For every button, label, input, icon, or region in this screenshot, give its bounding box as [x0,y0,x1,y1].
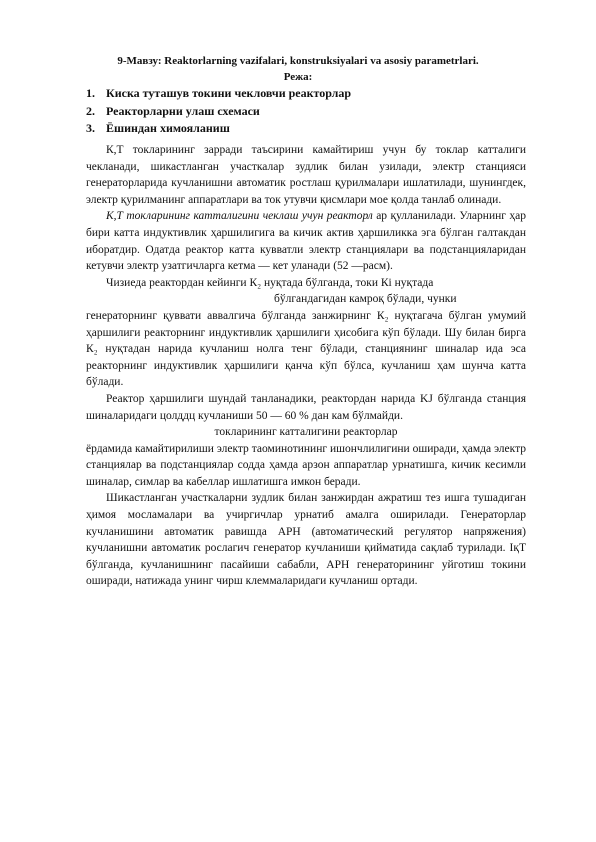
paragraph-5: Реактор ҳаршилиги шундай танланадики, реактордан нарида KJ бўлганда станция шиналаридаги цолддц кучланиши 50 — 60 % дан кам бўлмайди. [86,392,526,422]
plan-item [86,120,351,138]
paragraph-3-line-1: Чизиеда реактордан кейинги К₂ нуқтада бўлганда, токи Кi нуқтада [106,276,434,289]
plan-item-text: Киска туташув токини чекловчи реакторлар [106,86,352,100]
plan-heading: Режа: [283,71,313,83]
plan-item-number: 2. [86,103,95,118]
reactor-term: реакторл [326,210,373,223]
paragraph-6: ёрдамида камайтирилиши электр таоминотининг ишончлилигини оширади, ҳамда электр станциялар ва подстанциялар содда ҳамда арзон аппаратлар урнатишга, кичик кесимли шиналар, симлар ва кабеллар ишлатишга имкон беради. [86,442,526,488]
page-title: 9-Мавзу: Reaktorlarning vazifalari, konstruksiyalari va asosiy parametrlari. [117,55,479,67]
paragraph-2-rest: ар қулланилади. Уларнинг ҳар бири катта индуктивлик ҳаршилигига ва кичик актив ҳаршиликка эга бўлган галтакдан иборатдир. Одатда реактор катта кувватли электр станциялари ва подстанцияларидан кетувчи электр узатгичларга кетма — кет уланади (52 —расм). [86,210,526,273]
plan-item [86,103,351,121]
plan-item-number: 3. [86,121,95,135]
kt-abbrev: К,Т токларининг катталигини чеклаш учун [106,210,327,223]
paragraph-4: генераторнинг қуввати аввалгича бўлганда занжирнинг К₂ нуқтагача бўлган умумий ҳаршилиги реакторнинг индуктивлик ҳаршилиги ҳисобига кўп бўлади. Шу билан бирга К₂ нуқтадан нарида кучланиш нолга тенг бўлади, станциянинг шиналар ида эса реакторнинг индуктивлик ҳаршилиги қанча кўп бўлса, кучланиш ҳам шунча катта бўлади. [86,309,526,389]
plan-item [86,85,351,103]
paragraph-2 [86,208,526,274]
document-body [86,142,526,590]
paragraph-1: К,Т токларининг зарради таъсирини камайтириш учун бу токлар катталиги чекланади, шикастланган участкалар зудлик билан узилади, электр станцияси генераторларида кучланишни автоматик ростлаш қурилмалари ишлатилади, шунингдек, электр қурилманинг аппаратлари ва ток утувчи қисмлари мое қолда танлаб олинади. [86,144,526,206]
paragraph-7: Шикастланган участкаларни зудлик билан занжирдан ажратиш тез ишга тушадиган ҳимоя мосламалари ва учиргичлар урнатиб амалга оширилади. Генераторлар кучланишини автоматик равишда АРН (автоматический регулятор напряжения) кучланишни автоматик рослагич генератор кучланиши қийматида сақлаб турилади. IқТ бўлганда, кучланишнинг пасайиши сабабли, АРН генераторининг уйготиш токини оширади, натижада унинг чирш клеммаларидаги кучланиш ортади. [86,492,526,588]
paragraph-3-line-2: бўлгандагидан камроқ бўлади, чунки [274,293,457,306]
plan-item-text: Ёшиндан химояланиш [106,121,230,135]
plan-item-text: Реакторларни улаш схемаси [106,103,260,118]
plan-list [86,85,351,138]
paragraph-5-centered: токларининг катталигини реакторлар [214,426,398,439]
plan-item-number: 1. [86,86,95,100]
